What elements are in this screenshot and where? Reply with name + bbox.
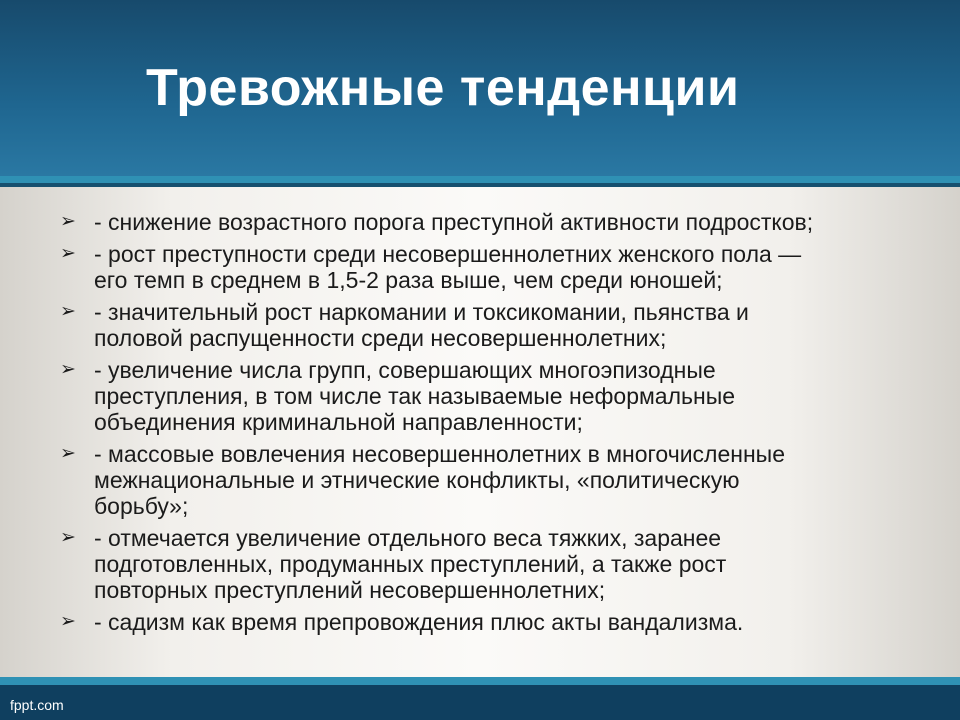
arrow-bullet-icon: ➢ [60,359,76,380]
slide-title: Тревожные тенденции [146,59,740,117]
slide-content [0,187,960,677]
bullet-line: - массовые вовлечения несовершеннолетних в многочисленные [94,441,785,467]
bullet-item [56,209,936,235]
footer-accent-stripe [0,677,960,685]
bullet-item [56,609,936,635]
bullet-line: - значительный рост наркомании и токсикомании, пьянства и [94,299,749,325]
header-accent-stripe [0,176,960,183]
slide-header [0,0,960,176]
bullet-line: его темп в среднем в 1,5-2 раза выше, чем среди юношей; [94,267,723,293]
bullet-item [56,299,936,351]
footer-site-text: fppt.com [10,697,64,713]
arrow-bullet-icon: ➢ [60,211,76,232]
arrow-bullet-icon: ➢ [60,243,76,264]
slide-footer [0,685,960,720]
bullet-line: - садизм как время препровождения плюс акты вандализма. [94,609,744,635]
bullet-line: повторных преступлений несовершеннолетних; [94,577,606,603]
bullet-line: преступления, в том числе так называемые неформальные [94,383,736,409]
bullet-item [56,441,936,519]
bullet-item [56,357,936,435]
bullet-line: межнациональные и этнические конфликты, «политическую [94,467,740,493]
arrow-bullet-icon: ➢ [60,443,76,464]
bullet-item [56,525,936,603]
bullet-line: - увеличение числа групп, совершающих многоэпизодные [94,357,716,383]
bullet-line: - снижение возрастного порога преступной активности подростков; [94,209,814,235]
bullet-line: подготовленных, продуманных преступлений, а также рост [94,551,727,577]
bullet-line: объединения криминальной направленности; [94,409,583,435]
bullet-item [56,241,936,293]
arrow-bullet-icon: ➢ [60,527,76,548]
arrow-bullet-icon: ➢ [60,301,76,322]
bullet-line: борьбу»; [94,493,189,519]
bullet-line: - отмечается увеличение отдельного веса тяжких, заранее [94,525,722,551]
bullet-line: половой распущенности среди несовершеннолетних; [94,325,667,351]
bullet-list [56,209,936,641]
arrow-bullet-icon: ➢ [60,611,76,632]
bullet-line: - рост преступности среди несовершеннолетних женского пола — [94,241,802,267]
